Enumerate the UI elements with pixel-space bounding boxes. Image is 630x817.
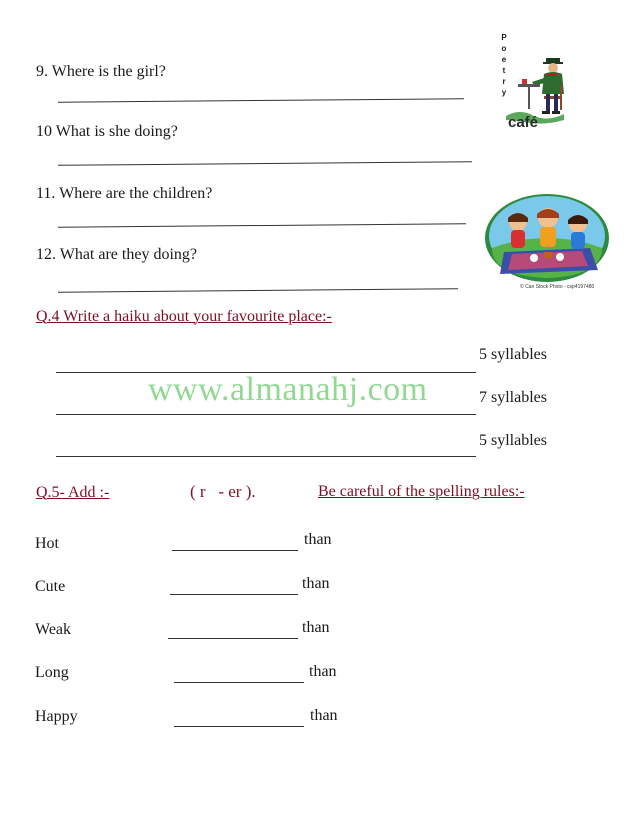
answer-line-weak[interactable]: [168, 638, 298, 639]
question-11: 11. Where are the children?: [36, 185, 213, 202]
than-label: than: [309, 663, 337, 680]
word-long: Long: [35, 664, 69, 681]
cafe-word: café: [508, 114, 539, 131]
answer-line-11[interactable]: [58, 223, 466, 228]
poetry-letters: P o e t r y: [501, 33, 507, 97]
picnic-illustration: [482, 188, 612, 293]
word-happy: Happy: [35, 708, 78, 725]
poetry-cafe-illustration: [490, 28, 570, 138]
than-label: than: [304, 531, 332, 548]
answer-line-happy[interactable]: [174, 726, 304, 727]
answer-line-12[interactable]: [58, 288, 458, 292]
website-watermark: www.almanahj.com: [148, 371, 428, 408]
haiku-line-3[interactable]: [56, 456, 476, 457]
syllables-label-1: 5 syllables: [479, 346, 547, 363]
picnic-children-icon: [482, 188, 612, 284]
answer-line-10[interactable]: [58, 161, 472, 166]
answer-line-long[interactable]: [174, 682, 304, 683]
answer-line-hot[interactable]: [172, 550, 298, 551]
answer-line-cute[interactable]: [170, 594, 298, 595]
syllables-label-2: 7 syllables: [479, 389, 547, 406]
than-label: than: [310, 707, 338, 724]
q4-heading: Q.4 Write a haiku about your favourite place:-: [36, 308, 332, 325]
answer-line-9[interactable]: [58, 98, 464, 103]
haiku-line-2[interactable]: [56, 414, 476, 415]
than-label: than: [302, 619, 330, 636]
q5-suffix: ( r - er ).: [190, 482, 256, 501]
word-weak: Weak: [35, 621, 72, 638]
image-credit: © Can Stock Photo - csp4197480: [520, 284, 595, 290]
question-10: 10 What is she doing?: [36, 123, 178, 140]
syllables-label-3: 5 syllables: [479, 432, 547, 449]
question-9: 9. Where is the girl?: [36, 63, 166, 80]
q5-label: Q.5- Add :-: [36, 484, 110, 501]
question-12: 12. What are they doing?: [36, 246, 197, 263]
word-cute: Cute: [35, 578, 66, 595]
word-hot: Hot: [35, 535, 59, 552]
q5-instruction: Be careful of the spelling rules:-: [318, 483, 525, 500]
than-label: than: [302, 575, 330, 592]
